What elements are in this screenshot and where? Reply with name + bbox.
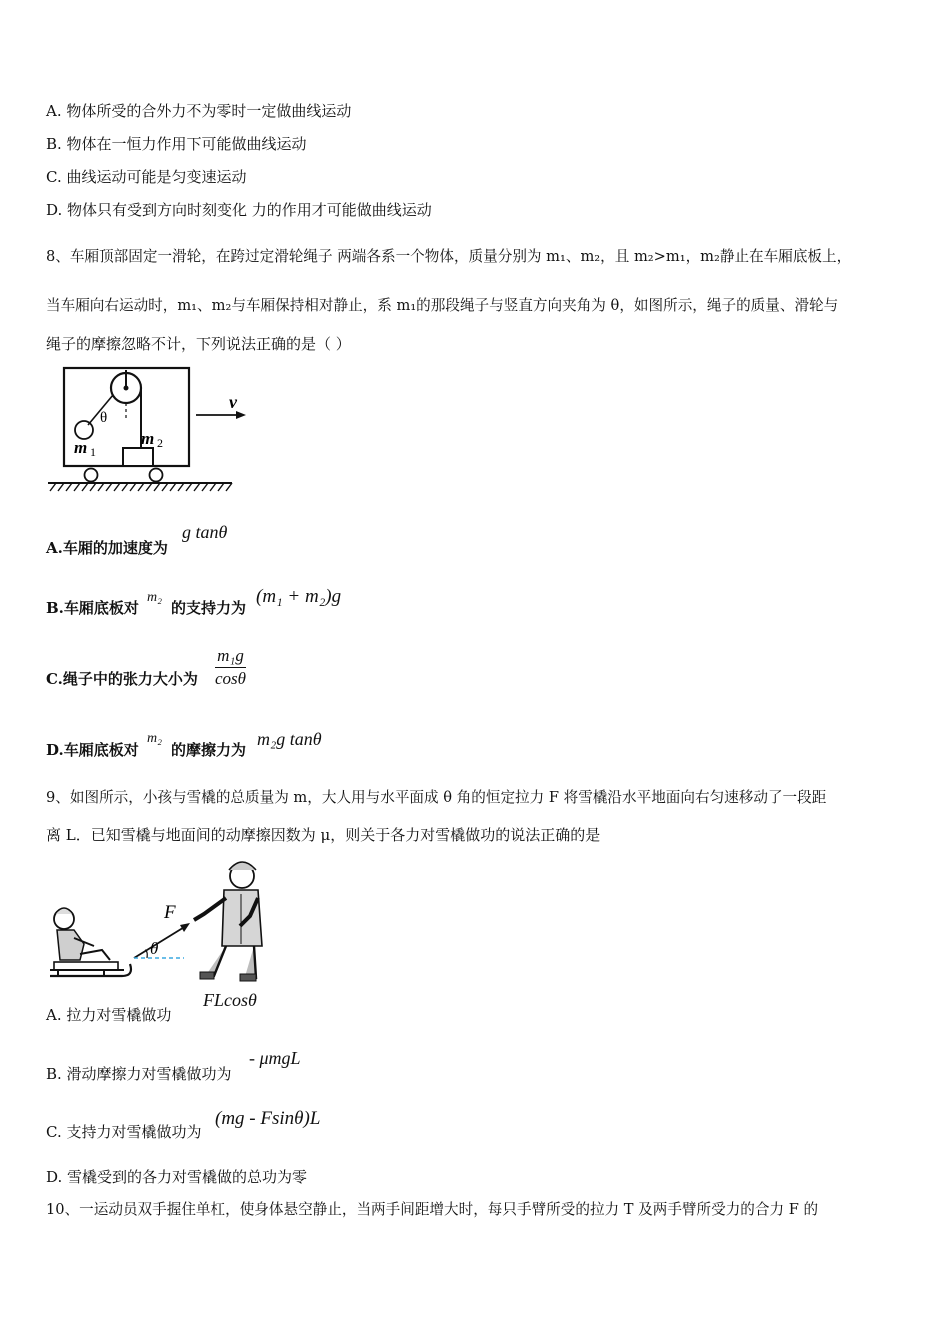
- q8-cart-figure: [44, 362, 254, 494]
- q8-option-d-text: D.车厢底板对: [46, 741, 139, 759]
- force-label: F: [164, 902, 176, 923]
- m1-subscript: 1: [90, 445, 96, 459]
- q8-option-c-numerator: m₁g: [215, 646, 246, 668]
- q8-option-b-text2: 的支持力为: [171, 599, 247, 617]
- q9-option-d-text: D. 雪橇受到的各力对雪橇做的总功为零: [46, 1168, 308, 1186]
- q7-option-c: C. 曲线运动可能是匀变速运动: [46, 168, 247, 186]
- q9-theta-label: θ: [150, 939, 159, 958]
- q8-option-c-text: C.绳子中的张力大小为: [46, 670, 198, 688]
- q7-option-b: B. 物体在一恒力作用下可能做曲线运动: [46, 135, 307, 153]
- q8-option-a-text: A.车厢的加速度为: [46, 539, 168, 557]
- q9-option-c-math: (mg - Fsinθ)L: [215, 1108, 321, 1129]
- q9-option-a-math: FLcosθ: [203, 990, 257, 1010]
- q8-option-c-fraction: [215, 646, 246, 689]
- q8-stem-line2: 当车厢向右运动时，m₁、m₂与车厢保持相对静止，系 m₁的那段绳子与竖直方向夹角为 θ，如图所示，绳子的质量、滑轮与: [46, 297, 839, 314]
- q8-option-a-math: g tanθ: [182, 522, 228, 542]
- q7-option-d: D. 物体只有受到方向时刻变化 力的作用才可能做曲线运动: [46, 201, 432, 219]
- q8-option-d-var: m₂: [147, 731, 162, 746]
- q9-stem-line1: 9、如图所示，小孩与雪橇的总质量为 m，大人用与水平面成 θ 角的恒定拉力 F 将雪橇沿水平地面向右匀速移动了一段距: [46, 789, 827, 806]
- q8-option-d-math: m₂g tanθ: [257, 729, 322, 749]
- q8-option-d-text2: 的摩擦力为: [171, 741, 247, 759]
- q8-option-c-denominator: cosθ: [215, 669, 247, 688]
- velocity-label: v: [229, 392, 237, 412]
- q10-stem-line1: 10、一运动员双手握住单杠，使身体悬空静止，当两手间距增大时，每只手臂所受的拉力 T 及两手臂所受力的合力 F 的: [46, 1201, 819, 1218]
- q9-option-b-math: - μmgL: [249, 1048, 301, 1068]
- q9-sled-figure: [44, 854, 274, 984]
- q9-option-c-text: C. 支持力对雪橇做功为: [46, 1123, 202, 1141]
- q8-option-b-math: (m₁ + m₂)g: [256, 586, 342, 607]
- q8-option-b-var: m₂: [147, 590, 162, 605]
- theta-label: θ: [100, 410, 108, 426]
- q8-stem-line3: 绳子的摩擦忽略不计，下列说法正确的是（ ）: [46, 335, 351, 353]
- q8-option-b-text: B.车厢底板对: [46, 599, 139, 617]
- q9-option-b-text: B. 滑动摩擦力对雪橇做功为: [46, 1065, 232, 1083]
- m2-subscript: 2: [157, 436, 163, 450]
- q9-option-a-text: A. 拉力对雪橇做功: [46, 1006, 172, 1024]
- m1-label: m: [74, 438, 88, 457]
- m2-label: m: [141, 429, 155, 448]
- q9-stem-line2: 离 L．已知雪橇与地面间的动摩擦因数为 μ，则关于各力对雪橇做功的说法正确的是: [46, 826, 601, 844]
- q7-option-a: A. 物体所受的合外力不为零时一定做曲线运动: [46, 102, 352, 120]
- q8-stem-line1: 8、车厢顶部固定一滑轮，在跨过定滑轮绳子 两端各系一个物体，质量分别为 m₁、m₂，且 m₂>m₁，m₂静止在车厢底板上，: [46, 248, 852, 265]
